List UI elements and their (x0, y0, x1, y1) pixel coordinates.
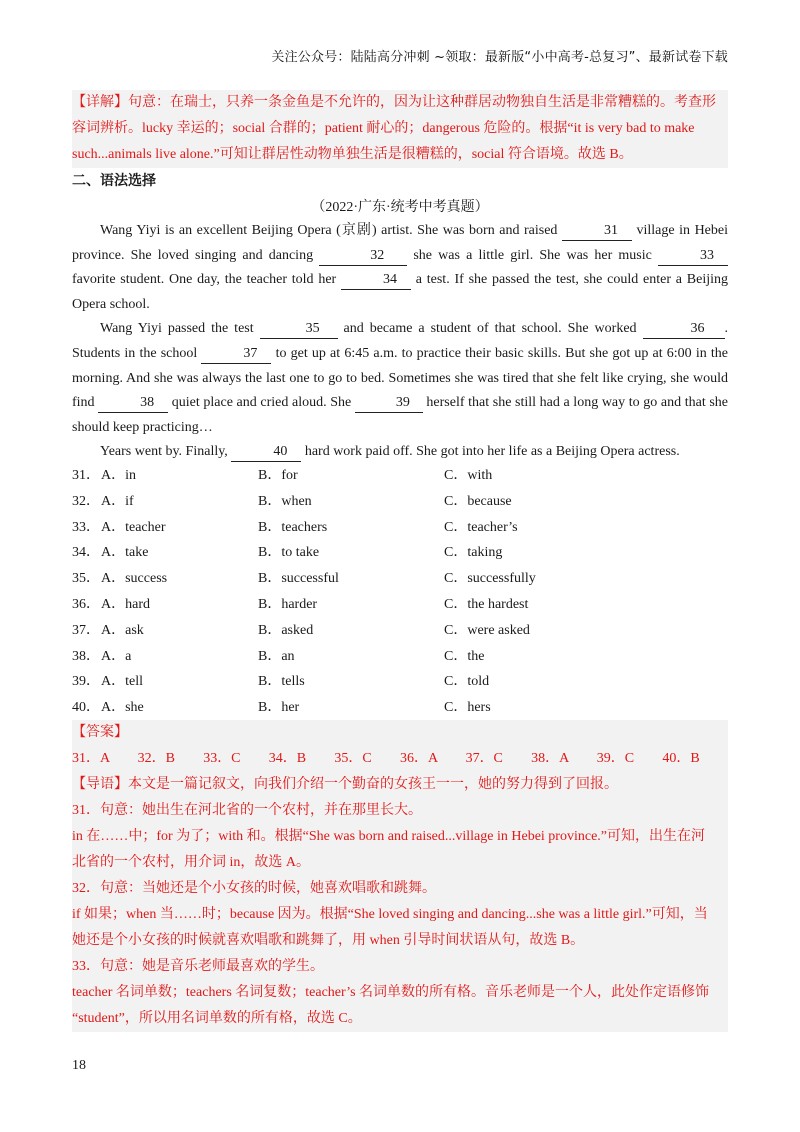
option-b: B．tells (258, 674, 305, 690)
question-number: 38． (72, 648, 100, 664)
answer-key: 35．C (334, 751, 372, 766)
explanation-line: such...animals live alone.”可知让群居性动物单独生活是很糟糕的，social 符合语境。故选 B。 (72, 147, 633, 162)
option-a: A．take (101, 545, 149, 561)
option-b: B．to take (258, 545, 320, 561)
passage-text: she was a little girl. She was her music (407, 247, 659, 263)
blank-35: 35 (260, 320, 338, 339)
option-c: C．the hardest (444, 596, 529, 612)
passage-text: . Students in the school (72, 321, 728, 361)
option-a: A．if (101, 493, 134, 509)
option-a: A．a (101, 648, 132, 664)
passage-text: to get up at 6:45 a.m. to practice their basic skills. But she got up at 6:00 in the morning. And she was always the last one to go to bed. Sometimes she was tired that she felt like crying, she would find (72, 345, 728, 411)
answer-note: teacher 名词单数；teachers 名词复数；teacher’s 名词单数的所有格。音乐老师是一个人，此处作定语修饰 (72, 985, 710, 1000)
answer-note: 33．句意：她是音乐老师最喜欢的学生。 (72, 959, 324, 974)
blank-39: 39 (355, 394, 423, 413)
answer-key: 40．B (662, 751, 700, 766)
explanation-line: 容词辨析。lucky 幸运的；social 合群的；patient 耐心的；dangerous 危险的。根据“it is very bad to make (72, 121, 695, 136)
source-note: （2022·广东·统考中考真题） (311, 200, 489, 215)
option-c: C．with (444, 468, 493, 483)
option-a: A．tell (101, 674, 143, 690)
blank-33: 33 (658, 247, 728, 266)
passage-text: and became a student of that school. She worked (337, 321, 643, 337)
answer-note: 32．句意：当她还是个小女孩的时候，她喜欢唱歌和跳舞。 (72, 881, 436, 896)
explanation-block (72, 90, 728, 168)
answer-key: 39．C (596, 751, 635, 766)
blank-31: 31 (562, 222, 632, 241)
option-a: A．hard (101, 596, 150, 612)
answer-label: 【答案】 (72, 725, 128, 740)
question-number: 36． (72, 596, 100, 612)
passage-text: hard work paid off. She got into her life as a Beijing Opera actress. (301, 444, 680, 460)
option-row-33 (72, 515, 728, 541)
option-row-40 (72, 695, 728, 721)
option-row-32 (72, 489, 728, 515)
option-b: B．when (258, 493, 312, 509)
answer-note: in 在……中；for 为了；with 和。根据“She was born and raised...village in Hebei province.”可知，出生在河 (72, 829, 705, 844)
passage-text: a test. If she passed the test, she could enter a Beijing Opera school. (72, 272, 728, 312)
option-c: C．were asked (444, 622, 530, 638)
option-a: A．in (101, 468, 136, 483)
answer-key: 38．A (531, 751, 570, 766)
section-title: 二、语法选择 (72, 173, 156, 189)
passage-paragraph-3 (72, 440, 728, 465)
blank-32: 32 (319, 247, 407, 266)
explanation-line: 【详解】句意：在瑞士，只养一条金鱼是不允许的，因为让这种群居动物独自生活是非常糟糕的。考查形 (72, 95, 716, 110)
answer-note: “student”，所以用名词单数的所有格，故选 C。 (72, 1011, 362, 1026)
answer-note: 【导语】本文是一篇记叙文，向我们介绍一个勤奋的女孩王一一，她的努力得到了回报。 (72, 777, 618, 792)
option-row-35 (72, 566, 728, 592)
option-a: A．ask (101, 622, 144, 638)
passage-text: favorite student. One day, the teacher told her (72, 272, 341, 288)
option-c: C．taking (444, 545, 503, 561)
question-number: 40． (72, 700, 100, 716)
question-number: 35． (72, 571, 100, 587)
answer-key: 31．A (72, 751, 111, 766)
option-a: A．teacher (101, 519, 166, 535)
answer-key: 34．B (268, 751, 307, 766)
option-row-31 (72, 463, 728, 489)
page-number: 18 (72, 1058, 86, 1073)
page-header: 关注公众号：陆陆高分冲刺 ~领取：最新版“小中高考-总复习”、最新试卷下载 (271, 50, 728, 65)
option-a: A．success (101, 571, 168, 587)
passage-paragraph-1 (72, 219, 728, 317)
option-b: B．her (258, 700, 300, 716)
passage-text: village in Hebei province. She loved singing and dancing (72, 223, 728, 263)
passage-text: Wang Yiyi passed the test (100, 321, 260, 337)
blank-34: 34 (341, 271, 411, 290)
option-c: C．hers (444, 700, 491, 716)
options-list (72, 463, 728, 721)
option-a: A．she (101, 700, 144, 716)
passage-paragraph-2 (72, 317, 728, 440)
option-c: C．teacher’s (444, 519, 518, 535)
blank-38: 38 (98, 394, 168, 413)
passage-text: herself that she still had a long way to go and that she should keep practicing… (72, 395, 728, 435)
option-b: B．an (258, 648, 295, 664)
answer-note: 北省的一个农村，用介词 in，故选 A。 (72, 855, 310, 870)
answer-note: 31．句意：她出生在河北省的一个农村，并在那里长大。 (72, 803, 422, 818)
option-c: C．the (444, 648, 485, 664)
answer-key: 33．C (203, 751, 241, 766)
option-row-34 (72, 540, 728, 566)
option-c: C．successfully (444, 571, 536, 587)
question-number: 34． (72, 545, 100, 561)
answer-key: 37．C (465, 751, 503, 766)
option-c: C．told (444, 674, 490, 690)
passage-text: Years went by. Finally, (100, 444, 232, 460)
option-row-39 (72, 669, 728, 695)
answer-note: if 如果；when 当……时；because 因为。根据“She loved singing and dancing...she was a little girl.”可知，当 (72, 907, 708, 922)
answer-note: 她还是个小女孩的时候就喜欢唱歌和跳舞了，用 when 引导时间状语从句，故选 B。 (72, 933, 585, 948)
option-row-38 (72, 644, 728, 670)
option-row-36 (72, 592, 728, 618)
answer-keys (72, 746, 728, 772)
answer-key: 36．A (399, 751, 439, 766)
option-b: B．harder (258, 596, 318, 612)
passage-text: quiet place and cried aloud. She (168, 395, 355, 411)
blank-37: 37 (201, 345, 271, 364)
answer-block (72, 720, 728, 1032)
blank-40: 40 (231, 443, 301, 462)
passage (72, 219, 728, 465)
option-b: B．for (258, 468, 298, 483)
question-number: 33． (72, 519, 100, 535)
blank-36: 36 (643, 320, 725, 339)
option-row-37 (72, 618, 728, 644)
question-number: 39． (72, 674, 100, 690)
option-b: B．successful (258, 571, 339, 587)
option-c: C．because (444, 493, 512, 509)
option-b: B．teachers (258, 519, 328, 535)
question-number: 31． (72, 468, 100, 483)
question-number: 32． (72, 493, 100, 509)
answer-key: 32．B (137, 751, 175, 766)
question-number: 37． (72, 622, 100, 638)
passage-text: Wang Yiyi is an excellent Beijing Opera (京剧) artist. She was born and raised (100, 223, 562, 238)
option-b: B．asked (258, 622, 314, 638)
